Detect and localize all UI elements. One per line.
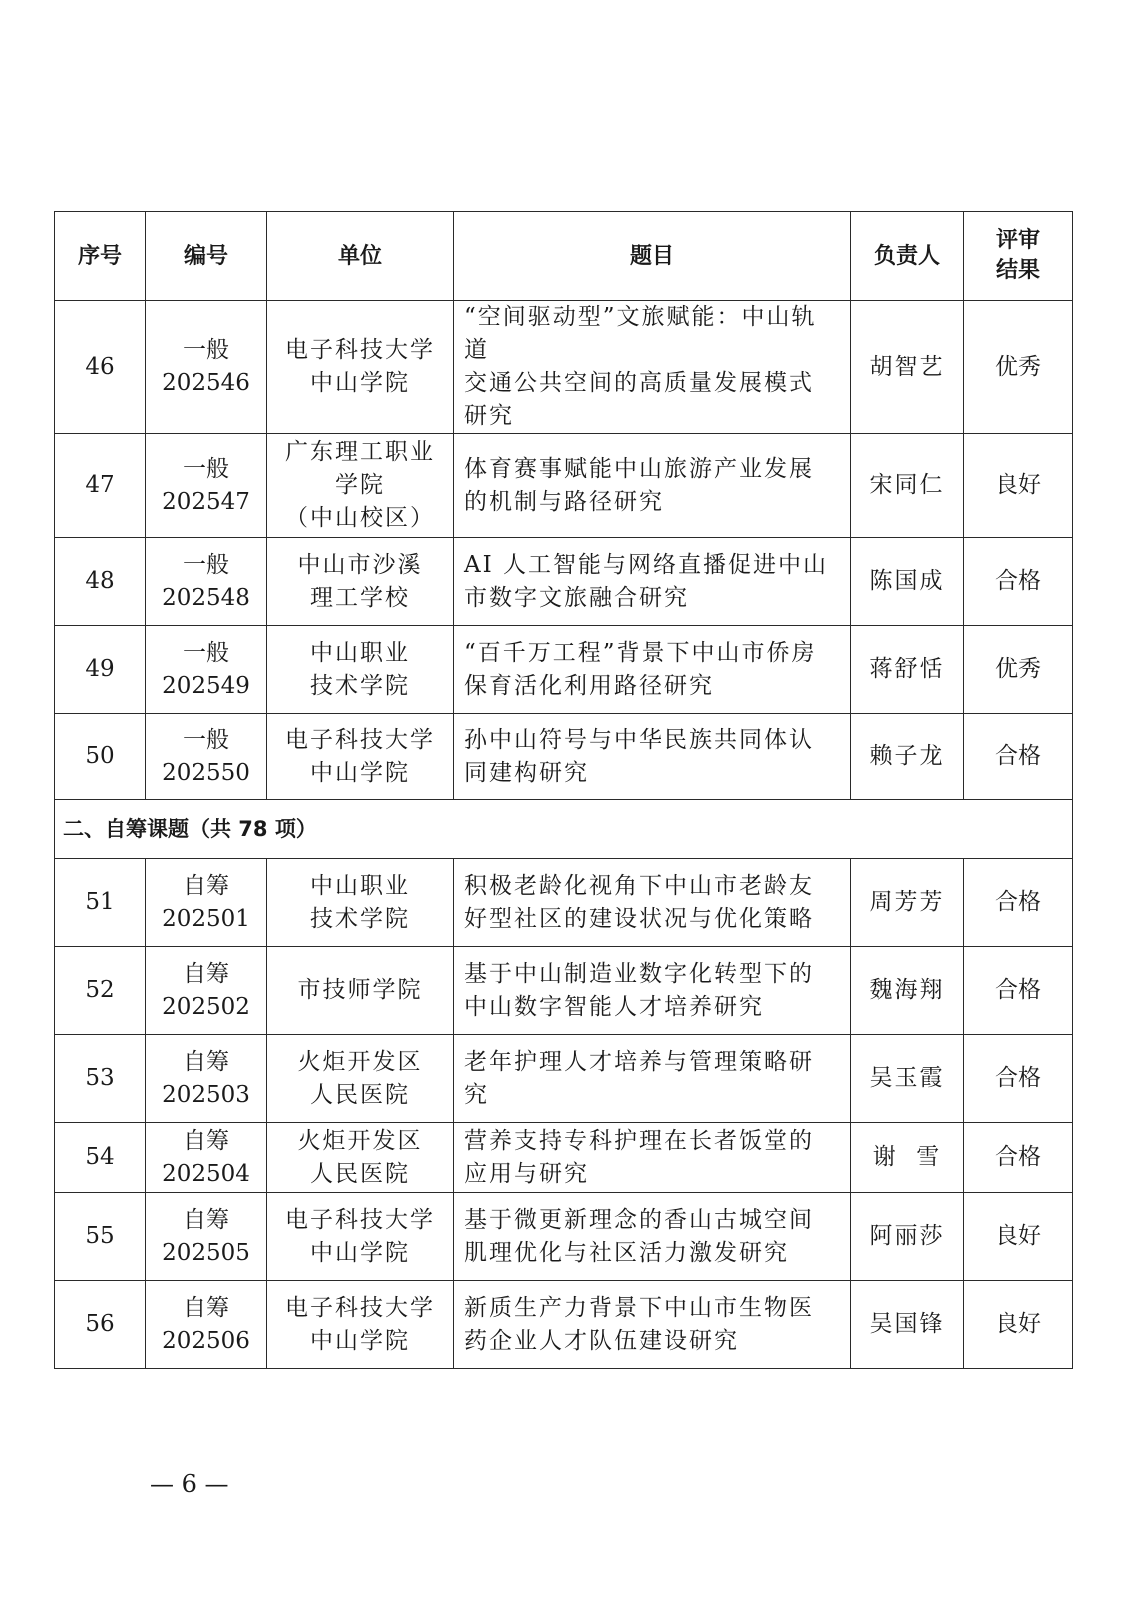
- unit-line: 市技师学院: [297, 977, 423, 1003]
- row-result: 良好: [964, 434, 1073, 538]
- row-title: [454, 301, 851, 434]
- row-unit: [267, 538, 454, 626]
- row-unit: [267, 859, 454, 947]
- table-row: [55, 538, 1073, 626]
- title-line: 保育活化利用路径研究: [464, 672, 714, 699]
- row-person: 宋同仁: [851, 434, 964, 538]
- row-title: [454, 626, 851, 714]
- unit-line: 中山职业: [310, 639, 410, 666]
- title-line: 基于中山制造业数字化转型下的: [464, 960, 814, 987]
- unit-line: 火炬开发区: [297, 1048, 423, 1075]
- row-title: [454, 1193, 851, 1281]
- code-line: 自筹: [183, 1294, 229, 1321]
- unit-line: 中山职业: [310, 872, 410, 899]
- code-line: 202502: [162, 993, 250, 1020]
- row-code: [146, 714, 267, 800]
- table-row: [55, 626, 1073, 714]
- row-seq: 53: [55, 1035, 146, 1123]
- title-line: 研究: [464, 403, 514, 429]
- code-line: 一般: [183, 337, 229, 363]
- title-line: 应用与研究: [464, 1160, 589, 1187]
- unit-line: 电子科技大学: [285, 726, 435, 753]
- title-line: 基于微更新理念的香山古城空间: [464, 1206, 814, 1233]
- row-person: 胡智艺: [851, 301, 964, 434]
- code-line: 自筹: [183, 1206, 229, 1233]
- table-row: [55, 434, 1073, 538]
- unit-line: 中山学院: [310, 1327, 410, 1354]
- row-seq: 47: [55, 434, 146, 538]
- code-line: 202505: [162, 1239, 250, 1266]
- code-line: 自筹: [183, 1127, 229, 1154]
- row-result: 合格: [964, 947, 1073, 1035]
- header-person: 负责人: [851, 212, 964, 301]
- unit-line: 技术学院: [310, 672, 410, 699]
- row-result: 合格: [964, 1035, 1073, 1123]
- row-unit: [267, 947, 454, 1035]
- row-code: [146, 301, 267, 434]
- code-line: 202547: [162, 488, 250, 515]
- row-result: 良好: [964, 1193, 1073, 1281]
- row-result: 优秀: [964, 301, 1073, 434]
- row-result: 优秀: [964, 626, 1073, 714]
- unit-line: 人民医院: [310, 1081, 410, 1108]
- unit-line: 人民医院: [310, 1160, 410, 1187]
- row-seq: 51: [55, 859, 146, 947]
- table-row: [55, 1281, 1073, 1369]
- row-unit: [267, 434, 454, 538]
- row-title: [454, 434, 851, 538]
- row-person: 陈国成: [851, 538, 964, 626]
- table-row: [55, 1035, 1073, 1123]
- row-result: 合格: [964, 714, 1073, 800]
- unit-line: 理工学校: [310, 584, 410, 611]
- header-title: 题目: [454, 212, 851, 301]
- row-person: 谢 雪: [851, 1123, 964, 1193]
- title-line: AI 人工智能与网络直播促进中山: [464, 551, 829, 578]
- header-code: 编号: [146, 212, 267, 301]
- title-line: “空间驱动型”文旅赋能：中山轨道: [464, 304, 817, 363]
- unit-line: 电子科技大学: [285, 337, 435, 363]
- section-row: [55, 800, 1073, 859]
- row-code: [146, 1281, 267, 1369]
- unit-line: 中山学院: [310, 1239, 410, 1266]
- code-line: 202506: [162, 1327, 250, 1354]
- table-header-row: [55, 212, 1073, 301]
- code-line: 202548: [162, 584, 250, 611]
- row-unit: [267, 1123, 454, 1193]
- row-unit: [267, 1281, 454, 1369]
- section-title: 二、自筹课题（共 78 项）: [55, 800, 1073, 859]
- row-title: [454, 947, 851, 1035]
- unit-line: 中山市沙溪: [297, 551, 423, 578]
- row-title: [454, 1035, 851, 1123]
- row-unit: [267, 301, 454, 434]
- table-row: [55, 947, 1073, 1035]
- results-table: [54, 211, 1073, 1369]
- row-seq: 49: [55, 626, 146, 714]
- unit-line: 电子科技大学: [285, 1206, 435, 1233]
- row-unit: [267, 626, 454, 714]
- table-row: [55, 301, 1073, 434]
- code-line: 202503: [162, 1081, 250, 1108]
- row-code: [146, 1193, 267, 1281]
- row-unit: [267, 1193, 454, 1281]
- code-line: 202550: [162, 759, 250, 786]
- row-code: [146, 434, 267, 538]
- title-line: 究: [464, 1081, 489, 1108]
- row-code: [146, 947, 267, 1035]
- table-row: [55, 714, 1073, 800]
- row-result: 良好: [964, 1281, 1073, 1369]
- title-line: 同建构研究: [464, 759, 589, 786]
- row-seq: 52: [55, 947, 146, 1035]
- page-number: — 6 —: [150, 1470, 229, 1498]
- title-line: 体育赛事赋能中山旅游产业发展: [464, 455, 814, 482]
- row-title: [454, 714, 851, 800]
- title-line: 交通公共空间的高质量发展模式: [464, 370, 814, 396]
- row-seq: 46: [55, 301, 146, 434]
- code-line: 202546: [162, 370, 250, 396]
- title-line: 肌理优化与社区活力激发研究: [464, 1239, 789, 1266]
- row-result: 合格: [964, 1123, 1073, 1193]
- unit-line: 中山学院: [310, 759, 410, 786]
- header-result-label: 评审 结果: [995, 228, 1040, 283]
- code-line: 自筹: [183, 960, 229, 987]
- row-title: [454, 538, 851, 626]
- title-line: “百千万工程”背景下中山市侨房: [464, 639, 817, 666]
- header-seq: 序号: [55, 212, 146, 301]
- code-line: 一般: [183, 455, 229, 482]
- unit-line: 火炬开发区: [297, 1127, 423, 1154]
- row-code: [146, 538, 267, 626]
- header-result: [964, 212, 1073, 301]
- code-line: 自筹: [183, 1048, 229, 1075]
- unit-line: 广东理工职业: [285, 439, 435, 465]
- title-line: 新质生产力背景下中山市生物医: [464, 1294, 814, 1321]
- row-unit: [267, 714, 454, 800]
- title-line: 积极老龄化视角下中山市老龄友: [464, 872, 814, 899]
- row-person: 周芳芳: [851, 859, 964, 947]
- title-line: 好型社区的建设状况与优化策略: [464, 905, 814, 932]
- row-person: 魏海翔: [851, 947, 964, 1035]
- title-line: 中山数字智能人才培养研究: [464, 993, 764, 1020]
- row-code: [146, 626, 267, 714]
- row-code: [146, 859, 267, 947]
- row-seq: 50: [55, 714, 146, 800]
- row-code: [146, 1123, 267, 1193]
- row-seq: 54: [55, 1123, 146, 1193]
- code-line: 一般: [183, 551, 229, 578]
- row-person: 吴玉霞: [851, 1035, 964, 1123]
- row-seq: 56: [55, 1281, 146, 1369]
- row-title: [454, 859, 851, 947]
- table-row: [55, 1123, 1073, 1193]
- code-line: 一般: [183, 639, 229, 666]
- table-row: [55, 859, 1073, 947]
- unit-line: 电子科技大学: [285, 1294, 435, 1321]
- row-title: [454, 1281, 851, 1369]
- unit-line: （中山校区）: [285, 505, 435, 531]
- row-title: [454, 1123, 851, 1193]
- row-seq: 55: [55, 1193, 146, 1281]
- row-unit: [267, 1035, 454, 1123]
- title-line: 老年护理人才培养与管理策略研: [464, 1048, 814, 1075]
- row-code: [146, 1035, 267, 1123]
- row-person: 阿丽莎: [851, 1193, 964, 1281]
- code-line: 202504: [162, 1160, 250, 1187]
- title-line: 孙中山符号与中华民族共同体认: [464, 726, 814, 753]
- code-line: 202549: [162, 672, 250, 699]
- title-line: 药企业人才队伍建设研究: [464, 1327, 739, 1354]
- row-person: 吴国锋: [851, 1281, 964, 1369]
- code-line: 202501: [162, 905, 250, 932]
- table-row: [55, 1193, 1073, 1281]
- title-line: 的机制与路径研究: [464, 488, 664, 515]
- header-unit: 单位: [267, 212, 454, 301]
- unit-line: 中山学院: [310, 370, 410, 396]
- title-line: 市数字文旅融合研究: [464, 584, 689, 611]
- unit-line: 技术学院: [310, 905, 410, 932]
- title-line: 营养支持专科护理在长者饭堂的: [464, 1127, 814, 1154]
- code-line: 一般: [183, 726, 229, 753]
- row-result: 合格: [964, 538, 1073, 626]
- row-person: 蒋舒恬: [851, 626, 964, 714]
- row-seq: 48: [55, 538, 146, 626]
- code-line: 自筹: [183, 872, 229, 899]
- unit-line: 学院: [335, 472, 385, 498]
- row-person: 赖子龙: [851, 714, 964, 800]
- row-result: 合格: [964, 859, 1073, 947]
